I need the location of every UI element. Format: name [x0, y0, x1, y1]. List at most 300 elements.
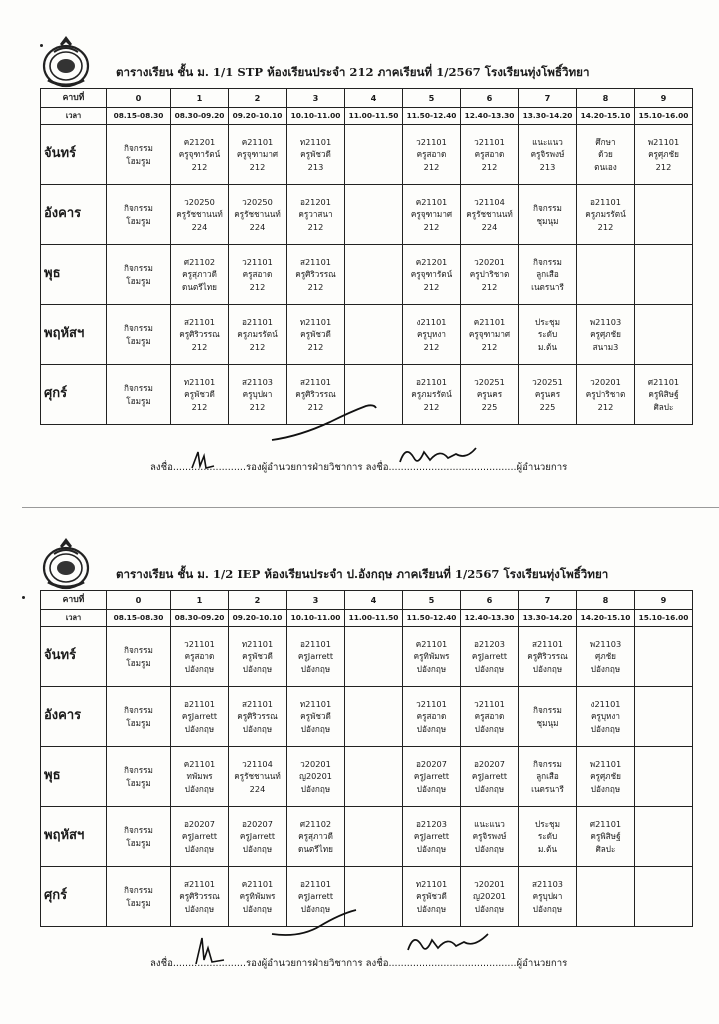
cell-line: ปอังกฤษ — [416, 723, 447, 734]
cell-line: ครูJarrett — [239, 831, 276, 842]
cell-line: ปอังกฤษ — [474, 843, 505, 854]
cell-line: ม.ต้น — [538, 341, 557, 352]
day-name: ศุกร์ — [41, 365, 107, 425]
cell-line: 212 — [423, 161, 440, 172]
cell-line: ครูศิริวรรณ — [179, 891, 220, 902]
cell-line: 212 — [249, 401, 266, 412]
class-cell — [171, 747, 229, 807]
subject-code: กิจกรรม — [124, 644, 153, 655]
period-label: คาบที่ — [41, 89, 107, 108]
subject-code: กิจกรรม — [124, 824, 153, 835]
subject-code: กิจกรรม — [533, 704, 562, 715]
class-cell — [229, 747, 287, 807]
class-cell — [345, 867, 403, 927]
cell-line: โฮมรูม — [126, 837, 151, 848]
class-cell — [635, 867, 693, 927]
cell-line: ครูสอาด — [416, 149, 447, 160]
cell-line: ปอังกฤษ — [416, 843, 447, 854]
day-name: พุธ — [41, 747, 107, 807]
cell-line: ครูปาริชาต — [585, 389, 626, 400]
cell-line: ปอังกฤษ — [590, 663, 621, 674]
subject-code: ค21101 — [241, 878, 274, 889]
class-cell — [519, 365, 577, 425]
class-cell — [461, 245, 519, 305]
day-name: จันทร์ — [41, 627, 107, 687]
period-time: 08.30-09.20 — [171, 610, 229, 627]
subject-code: อ20207 — [416, 758, 447, 769]
subject-code: แนะแนว — [532, 136, 563, 147]
day-name: ศุกร์ — [41, 867, 107, 927]
day-row — [41, 365, 693, 425]
class-cell — [403, 807, 461, 867]
class-cell — [229, 365, 287, 425]
period-number: 8 — [577, 89, 635, 108]
cell-line: ครูพัชวดี — [300, 329, 331, 340]
cell-line: ครูJarrett — [471, 651, 508, 662]
class-cell — [287, 125, 345, 185]
cell-line: ปอังกฤษ — [532, 903, 563, 914]
subject-code: อ21101 — [416, 376, 447, 387]
period-number: 9 — [635, 591, 693, 610]
class-cell — [287, 365, 345, 425]
class-cell — [403, 687, 461, 747]
class-cell — [107, 125, 171, 185]
cell-line: 212 — [423, 401, 440, 412]
class-cell — [461, 185, 519, 245]
subject-code: อ21101 — [300, 878, 331, 889]
cell-line: ครูจุฑารัตน์ — [178, 149, 221, 160]
subject-code: พ21103 — [589, 316, 622, 327]
cell-line: ครูทิพัมพร — [239, 891, 276, 902]
day-name: พฤหัสฯ — [41, 305, 107, 365]
class-cell — [345, 305, 403, 365]
cell-line: ครูพัชวดี — [300, 149, 331, 160]
class-cell — [461, 687, 519, 747]
class-cell — [107, 627, 171, 687]
cell-line: ดนตรีไทย — [298, 843, 333, 854]
cell-line: ปอังกฤษ — [590, 723, 621, 734]
cell-line: ครูศุภชัย — [590, 329, 621, 340]
class-cell — [403, 245, 461, 305]
period-number: 6 — [461, 89, 519, 108]
period-number: 4 — [345, 591, 403, 610]
cell-line: ครูพัชวดี — [300, 711, 331, 722]
cell-line: ตนเอง — [594, 161, 617, 172]
timetable — [40, 590, 693, 927]
period-number: 5 — [403, 591, 461, 610]
subject-code: ส21103 — [241, 376, 274, 387]
signature-line: ลงชื่อ........................รองผู้อำนวยการฝ่ายวิชาการ ลงชื่อ..........................................ผู้อำนวยการ — [150, 462, 568, 473]
class-cell — [107, 687, 171, 747]
period-time: 11.50-12.40 — [403, 108, 461, 125]
cell-line: ครูภมรรัตน์ — [411, 389, 452, 400]
class-cell — [171, 627, 229, 687]
cell-line: โฮมรูม — [126, 395, 151, 406]
class-cell — [107, 747, 171, 807]
subject-code: อ20207 — [184, 818, 215, 829]
cell-line: ครูจุฑามาศ — [236, 149, 279, 160]
subject-code: ว21101 — [416, 698, 447, 709]
cell-line: ลูกเสือ — [536, 771, 559, 782]
cell-line: ปอังกฤษ — [184, 663, 215, 674]
cell-line: ครูศิริวรรณ — [527, 651, 568, 662]
class-cell — [635, 125, 693, 185]
subject-code: ว21104 — [474, 196, 505, 207]
cell-line: ปอังกฤษ — [474, 783, 505, 794]
period-number: 5 — [403, 89, 461, 108]
subject-code: ส21101 — [299, 256, 332, 267]
day-row — [41, 867, 693, 927]
class-cell — [635, 185, 693, 245]
class-cell — [461, 125, 519, 185]
cell-line: โฮมรูม — [126, 897, 151, 908]
period-time: 09.20-10.10 — [229, 610, 287, 627]
subject-code: พ21101 — [647, 136, 680, 147]
class-cell — [345, 365, 403, 425]
class-cell — [519, 627, 577, 687]
cell-line: โฮมรูม — [126, 777, 151, 788]
class-cell — [171, 807, 229, 867]
class-cell — [287, 245, 345, 305]
class-cell — [519, 185, 577, 245]
class-cell — [287, 687, 345, 747]
class-cell — [345, 747, 403, 807]
day-name: พฤหัสฯ — [41, 807, 107, 867]
subject-code: ว20250 — [242, 196, 273, 207]
class-cell — [345, 185, 403, 245]
cell-line: ครูสอาด — [184, 651, 215, 662]
cell-line: ปอังกฤษ — [242, 843, 273, 854]
director-signature-icon — [404, 926, 494, 960]
cell-line: ชุมนุม — [536, 717, 559, 728]
cell-line: เนตรนารี — [531, 783, 564, 794]
class-cell — [229, 305, 287, 365]
cell-line: โฮมรูม — [126, 657, 151, 668]
period-time: 15.10-16.00 — [635, 610, 693, 627]
class-cell — [287, 305, 345, 365]
subject-code: ศ21102 — [183, 256, 216, 267]
subject-code: ท21101 — [299, 316, 332, 327]
school-emblem-icon — [40, 34, 92, 90]
cell-line: ปอังกฤษ — [242, 663, 273, 674]
class-cell — [287, 627, 345, 687]
cell-line: 212 — [307, 401, 324, 412]
cell-line: ปอังกฤษ — [184, 723, 215, 734]
period-time: 08.15-08.30 — [107, 610, 171, 627]
class-cell — [171, 867, 229, 927]
subject-code: อ21101 — [184, 698, 215, 709]
school-emblem-icon — [40, 536, 92, 592]
subject-code: ท21101 — [241, 638, 274, 649]
class-cell — [287, 747, 345, 807]
day-row — [41, 185, 693, 245]
class-cell — [519, 687, 577, 747]
cell-line: ปอังกฤษ — [474, 663, 505, 674]
subject-code: กิจกรรม — [124, 764, 153, 775]
cell-line: ปอังกฤษ — [300, 723, 331, 734]
class-cell — [635, 245, 693, 305]
cell-line: 225 — [539, 401, 556, 412]
class-cell — [577, 867, 635, 927]
cell-line: ครูสอาด — [474, 711, 505, 722]
subject-code: อ21203 — [474, 638, 505, 649]
cell-line: ครูวาสนา — [298, 209, 333, 220]
cell-line: ครูภมรรัตน์ — [237, 329, 278, 340]
subject-code: อ20207 — [242, 818, 273, 829]
cell-line: ชุมนุม — [536, 215, 559, 226]
period-time: 11.00-11.50 — [345, 610, 403, 627]
cell-line: ครูบุปผา — [532, 891, 563, 902]
class-cell — [229, 807, 287, 867]
subject-code: อ21101 — [300, 638, 331, 649]
subject-code: ว20201 — [590, 376, 621, 387]
period-number: 1 — [171, 89, 229, 108]
subject-code: ว20201 — [474, 878, 505, 889]
class-cell — [171, 125, 229, 185]
cell-line: ครูจุฑารัตน์ — [410, 269, 453, 280]
period-number: 7 — [519, 89, 577, 108]
cell-line: 212 — [481, 281, 498, 292]
class-cell — [577, 305, 635, 365]
cell-line: ครูปาริชาต — [469, 269, 510, 280]
class-cell — [107, 245, 171, 305]
period-time: 15.10-16.00 — [635, 108, 693, 125]
class-cell — [403, 305, 461, 365]
period-label: คาบที่ — [41, 591, 107, 610]
cell-line: ครูพิสิษฐ์ — [590, 831, 621, 842]
cell-line: ครูศิริวรรณ — [237, 711, 278, 722]
cell-line: ปอังกฤษ — [184, 783, 215, 794]
cell-line: ระดับ — [537, 831, 558, 842]
subject-code: ว21104 — [242, 758, 273, 769]
cell-line: 213 — [307, 161, 324, 172]
class-cell — [577, 125, 635, 185]
cell-line: ปอังกฤษ — [416, 783, 447, 794]
class-cell — [519, 867, 577, 927]
period-number: 1 — [171, 591, 229, 610]
subject-code: อ21101 — [242, 316, 273, 327]
subject-code: กิจกรรม — [533, 256, 562, 267]
cell-line: ครูJarrett — [181, 831, 218, 842]
cell-line: โฮมรูม — [126, 275, 151, 286]
day-name: อังคาร — [41, 185, 107, 245]
time-label: เวลา — [41, 610, 107, 627]
cell-line: ญ20201 — [472, 891, 507, 902]
subject-code: ว20201 — [300, 758, 331, 769]
cell-line: ปอังกฤษ — [300, 663, 331, 674]
period-number: 4 — [345, 89, 403, 108]
class-cell — [345, 125, 403, 185]
cell-line: 212 — [307, 281, 324, 292]
class-cell — [107, 807, 171, 867]
cell-line: โฮมรูม — [126, 335, 151, 346]
cell-line: ครูJarrett — [413, 831, 450, 842]
class-cell — [107, 365, 171, 425]
class-cell — [403, 747, 461, 807]
period-time: 10.10-11.00 — [287, 610, 345, 627]
subject-code: ค21101 — [473, 316, 506, 327]
cell-line: ครูบุปผา — [242, 389, 273, 400]
class-cell — [107, 867, 171, 927]
subject-code: กิจกรรม — [124, 142, 153, 153]
class-cell — [171, 305, 229, 365]
class-cell — [461, 305, 519, 365]
class-cell — [345, 245, 403, 305]
cell-line: ครูJarrett — [413, 771, 450, 782]
subject-code: อ20207 — [474, 758, 505, 769]
cell-line: ครูสอาด — [416, 711, 447, 722]
cell-line: ครูบุหงา — [416, 329, 447, 340]
cell-line: โฮมรูม — [126, 155, 151, 166]
day-name: อังคาร — [41, 687, 107, 747]
page-divider — [22, 507, 719, 508]
subject-code: ว21101 — [474, 136, 505, 147]
cell-line: ครูรัชชานนท์ — [466, 209, 513, 220]
subject-code: ท21101 — [183, 376, 216, 387]
class-cell — [287, 807, 345, 867]
cell-line: ปอังกฤษ — [242, 903, 273, 914]
cell-line: ครูบุหงา — [590, 711, 621, 722]
class-cell — [403, 627, 461, 687]
class-cell — [345, 807, 403, 867]
cell-line: ศิลปะ — [595, 843, 616, 854]
subject-code: ว21101 — [416, 136, 447, 147]
cell-line: ปอังกฤษ — [184, 903, 215, 914]
class-cell — [577, 365, 635, 425]
cell-line: 212 — [597, 221, 614, 232]
class-cell — [635, 365, 693, 425]
subject-code: แนะแนว — [474, 818, 505, 829]
cell-line: ครูสอาด — [474, 149, 505, 160]
cell-line: ครูสุภาวดี — [298, 831, 333, 842]
cell-line: 212 — [249, 341, 266, 352]
cell-line: ครูJarrett — [297, 891, 334, 902]
class-cell — [519, 747, 577, 807]
class-cell — [403, 185, 461, 245]
cell-line: 212 — [481, 341, 498, 352]
class-cell — [171, 245, 229, 305]
class-cell — [577, 627, 635, 687]
period-number: 3 — [287, 591, 345, 610]
cell-line: ระดับ — [537, 329, 558, 340]
subject-code: อ21101 — [590, 196, 621, 207]
period-number: 7 — [519, 591, 577, 610]
subject-code: ว20251 — [474, 376, 505, 387]
class-cell — [635, 807, 693, 867]
class-cell — [577, 807, 635, 867]
cell-line: ศิลปะ — [653, 401, 674, 412]
day-row — [41, 687, 693, 747]
subject-code: ส21101 — [299, 376, 332, 387]
period-time: 08.15-08.30 — [107, 108, 171, 125]
day-name: จันทร์ — [41, 125, 107, 185]
cell-line: ปอังกฤษ — [416, 663, 447, 674]
subject-code: ว21101 — [474, 698, 505, 709]
subject-code: ง21101 — [416, 316, 447, 327]
cell-line: ด้วย — [598, 149, 613, 160]
subject-code: กิจกรรม — [533, 758, 562, 769]
cell-line: ครูจิรพงษ์ — [472, 831, 507, 842]
class-cell — [461, 365, 519, 425]
subject-code: กิจกรรม — [124, 322, 153, 333]
class-cell — [229, 245, 287, 305]
timetable — [40, 88, 693, 425]
subject-code: ส21101 — [183, 316, 216, 327]
subject-code: ว21101 — [242, 256, 273, 267]
class-cell — [107, 305, 171, 365]
cell-line: 212 — [597, 401, 614, 412]
cell-line: ปอังกฤษ — [590, 783, 621, 794]
cell-line: ครูจุฑามาศ — [410, 209, 453, 220]
subject-code: ประชุม — [535, 818, 560, 829]
cell-line: ครูรัชชานนท์ — [176, 209, 223, 220]
cell-line: ครูนคร — [476, 389, 503, 400]
cell-line: ครูศิริวรรณ — [295, 389, 336, 400]
class-cell — [229, 867, 287, 927]
period-time: 09.20-10.10 — [229, 108, 287, 125]
period-time: 11.50-12.40 — [403, 610, 461, 627]
subject-code: ท21101 — [299, 136, 332, 147]
period-number: 2 — [229, 89, 287, 108]
subject-code: ท21101 — [299, 698, 332, 709]
subject-code: ว20251 — [532, 376, 563, 387]
cell-line: ครูศิริวรรณ — [295, 269, 336, 280]
period-number: 9 — [635, 89, 693, 108]
cell-line: ม.ต้น — [538, 843, 557, 854]
cell-line: โฮมรูม — [126, 717, 151, 728]
class-cell — [345, 627, 403, 687]
subject-code: ศึกษา — [595, 136, 616, 147]
cell-line: ครูรัชชานนท์ — [234, 209, 281, 220]
subject-code: ค21101 — [241, 136, 274, 147]
subject-code: ค21201 — [183, 136, 216, 147]
cell-line: ลูกเสือ — [536, 269, 559, 280]
class-cell — [229, 185, 287, 245]
subject-code: ศ21102 — [299, 818, 332, 829]
period-number: 0 — [107, 591, 171, 610]
period-time: 14.20-15.10 — [577, 108, 635, 125]
class-cell — [403, 125, 461, 185]
class-cell — [345, 687, 403, 747]
day-name: พุธ — [41, 245, 107, 305]
period-number: 3 — [287, 89, 345, 108]
subject-code: ศ21101 — [589, 818, 622, 829]
cell-line: ครูJarrett — [471, 771, 508, 782]
cell-line: ครูจิรพงษ์ — [530, 149, 565, 160]
subject-code: พ21103 — [589, 638, 622, 649]
cell-line: ดนตรีไทย — [182, 281, 217, 292]
subject-code: ส21101 — [183, 878, 216, 889]
class-cell — [171, 365, 229, 425]
cell-line: 224 — [249, 221, 266, 232]
cell-line: ปอังกฤษ — [416, 903, 447, 914]
day-row — [41, 125, 693, 185]
day-row — [41, 747, 693, 807]
cell-line: 224 — [191, 221, 208, 232]
cell-line: ครูพัชวดี — [242, 651, 273, 662]
cell-line: ครูภมรรัตน์ — [585, 209, 626, 220]
subject-code: กิจกรรม — [124, 884, 153, 895]
class-cell — [229, 687, 287, 747]
cell-line: 212 — [423, 341, 440, 352]
cell-line: ครูจุฑามาศ — [468, 329, 511, 340]
cell-line: ครูJarrett — [297, 651, 334, 662]
subject-code: กิจกรรม — [124, 202, 153, 213]
cell-line: 213 — [539, 161, 556, 172]
cell-line: ครูทิพัมพร — [413, 651, 450, 662]
day-row — [41, 305, 693, 365]
class-cell — [229, 125, 287, 185]
